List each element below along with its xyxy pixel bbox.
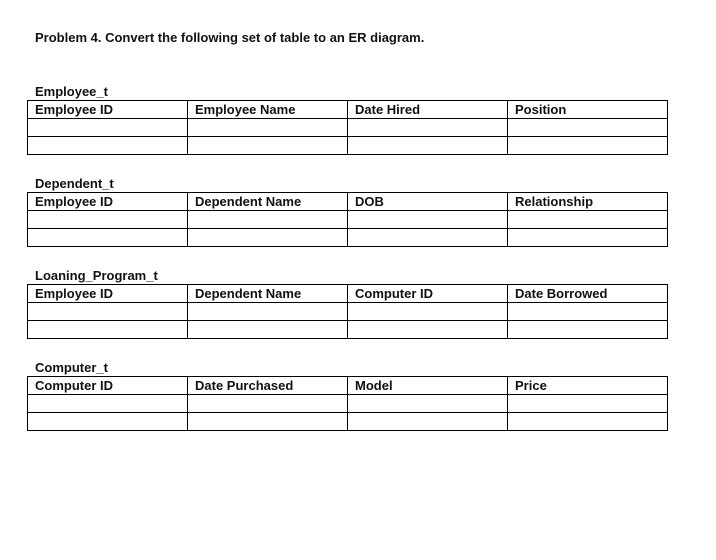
- table-name-dependent: Dependent_t: [35, 176, 114, 191]
- empty-cell: [348, 137, 508, 155]
- empty-cell: [28, 321, 188, 339]
- empty-cell: [188, 321, 348, 339]
- column-header: Model: [348, 377, 508, 395]
- empty-cell: [188, 395, 348, 413]
- empty-cell: [28, 395, 188, 413]
- column-header: Employee ID: [28, 101, 188, 119]
- problem-title: Problem 4. Convert the following set of table to an ER diagram.: [35, 30, 425, 45]
- empty-cell: [348, 211, 508, 229]
- table-row: [28, 119, 668, 137]
- table-row: [28, 395, 668, 413]
- column-header: Price: [508, 377, 668, 395]
- table-header-row: [28, 377, 668, 395]
- empty-cell: [188, 119, 348, 137]
- loaning-program-table-block: [27, 268, 667, 339]
- column-header: Employee ID: [28, 193, 188, 211]
- table-name-loaning-program: Loaning_Program_t: [35, 268, 158, 283]
- employee-table: [27, 100, 668, 155]
- column-header: Dependent Name: [188, 285, 348, 303]
- empty-cell: [28, 413, 188, 431]
- empty-cell: [508, 137, 668, 155]
- empty-cell: [348, 229, 508, 247]
- dependent-table-block: [27, 176, 667, 247]
- empty-cell: [188, 211, 348, 229]
- empty-cell: [28, 137, 188, 155]
- loaning-program-table: [27, 284, 668, 339]
- table-row: [28, 229, 668, 247]
- dependent-table: [27, 192, 668, 247]
- empty-cell: [348, 119, 508, 137]
- empty-cell: [28, 303, 188, 321]
- empty-cell: [28, 211, 188, 229]
- table-row: [28, 211, 668, 229]
- column-header: Dependent Name: [188, 193, 348, 211]
- column-header: Employee Name: [188, 101, 348, 119]
- column-header: Computer ID: [348, 285, 508, 303]
- table-row: [28, 137, 668, 155]
- empty-cell: [348, 321, 508, 339]
- table-header-row: [28, 285, 668, 303]
- empty-cell: [188, 137, 348, 155]
- empty-cell: [508, 229, 668, 247]
- empty-cell: [508, 303, 668, 321]
- empty-cell: [188, 229, 348, 247]
- empty-cell: [348, 303, 508, 321]
- empty-cell: [508, 413, 668, 431]
- table-header-row: [28, 101, 668, 119]
- column-header: Relationship: [508, 193, 668, 211]
- computer-table-block: [27, 360, 667, 431]
- empty-cell: [508, 321, 668, 339]
- column-header: Position: [508, 101, 668, 119]
- empty-cell: [508, 395, 668, 413]
- empty-cell: [188, 303, 348, 321]
- column-header: Date Hired: [348, 101, 508, 119]
- column-header: Date Borrowed: [508, 285, 668, 303]
- table-row: [28, 413, 668, 431]
- empty-cell: [28, 229, 188, 247]
- computer-table: [27, 376, 668, 431]
- empty-cell: [508, 211, 668, 229]
- table-row: [28, 321, 668, 339]
- employee-table-block: [27, 84, 667, 155]
- empty-cell: [508, 119, 668, 137]
- column-header: Date Purchased: [188, 377, 348, 395]
- empty-cell: [348, 413, 508, 431]
- column-header: Employee ID: [28, 285, 188, 303]
- table-header-row: [28, 193, 668, 211]
- table-row: [28, 303, 668, 321]
- column-header: Computer ID: [28, 377, 188, 395]
- empty-cell: [188, 413, 348, 431]
- table-name-employee: Employee_t: [35, 84, 108, 99]
- table-name-computer: Computer_t: [35, 360, 108, 375]
- empty-cell: [348, 395, 508, 413]
- empty-cell: [28, 119, 188, 137]
- column-header: DOB: [348, 193, 508, 211]
